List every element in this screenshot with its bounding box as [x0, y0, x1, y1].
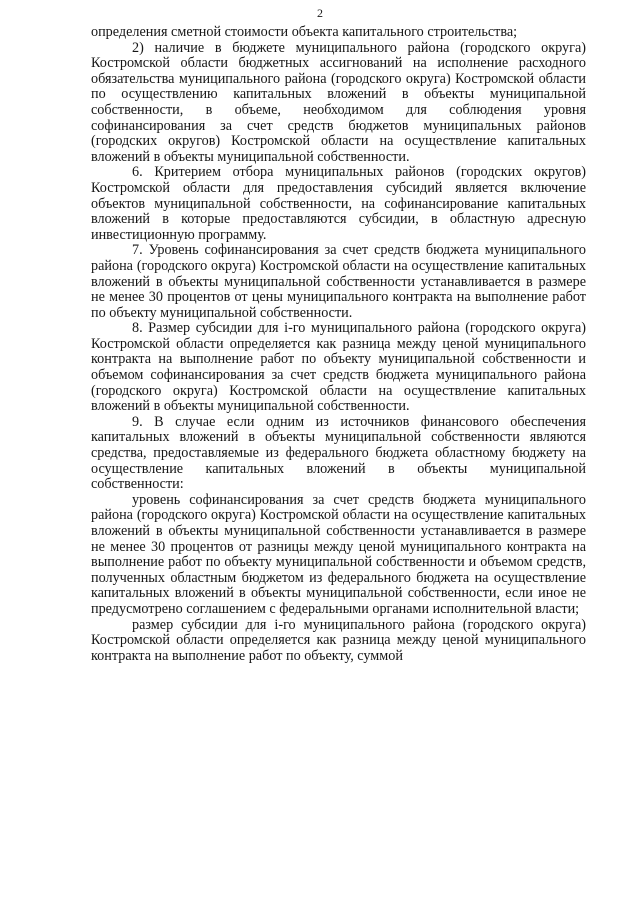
paragraph-item-2: 2) наличие в бюджете муниципального района (городского округа) Костромской области бюджетных ассигнований на исполнение расходного обязательства муниципального района (городского округа) Костромской области по осуществлению капитальных вложений в объекты муниципальной собственности, в объеме, необходимом для соблюдения уровня софинансирования за счет средств бюджетов муниципальных районов (городских округов) Костромской области на осуществление капитальных вложений в объекты муниципальной собственности.: [91, 39, 586, 165]
paragraph-point-6: 6. Критерием отбора муниципальных районов (городских округов) Костромской области для предоставления субсидий является включение объектов муниципальной собственности, на софинансирование капитальных вложений в которые предоставляются субсидии, в областную адресную инвестиционную программу.: [91, 164, 586, 243]
paragraph-subsidy-size: размер субсидии для i-го муниципального района (городского округа) Костромской области определяется как разница между ценой муниципального контракта на выполнение работ по объекту, суммой: [91, 616, 586, 664]
paragraph-cofinancing-level: уровень софинансирования за счет средств бюджета муниципального района (городского округа) Костромской области на осуществление капитальных вложений в объекты муниципальной собственности устанавливается в размере не менее 30 процентов от разницы между ценой муниципального контракта на выполнение работ по объекту муниципальной собственности и объемом средств, полученных областным бюджетом из федерального бюджета на осуществление капитальных вложений в объекты муниципальной собственности, если иное не предусмотрено соглашением с федеральными органами исполнительной власти;: [91, 491, 586, 617]
paragraph-point-8: 8. Размер субсидии для i-го муниципального района (городского округа) Костромской области определяется как разница между ценой муниципального контракта на выполнение работ по объекту муниципальной собственности и объемом софинансирования за счет средств бюджета муниципального района (городского округа) Костромской области на осуществление капитальных вложений в объекты муниципальной собственности.: [91, 320, 586, 415]
paragraph-point-7: 7. Уровень софинансирования за счет средств бюджета муниципального района (городского округа) Костромской области на осуществление капитальных вложений в объекты муниципальной собственности устанавливается в размере не менее 30 процентов от цены муниципального контракта на выполнение работ по объекту муниципальной собственности.: [91, 242, 586, 321]
document-body: [91, 25, 586, 664]
page-number: 2: [317, 6, 323, 20]
paragraph-point-9: 9. В случае если одним из источников финансового обеспечения капитальных вложений в объекты муниципальной собственности являются средства, предоставляемые из федерального бюджета областному бюджету на осуществление капитальных вложений в объекты муниципальной собственности:: [91, 413, 586, 493]
paragraph-continuation: определения сметной стоимости объекта капитального строительства;: [91, 24, 518, 40]
